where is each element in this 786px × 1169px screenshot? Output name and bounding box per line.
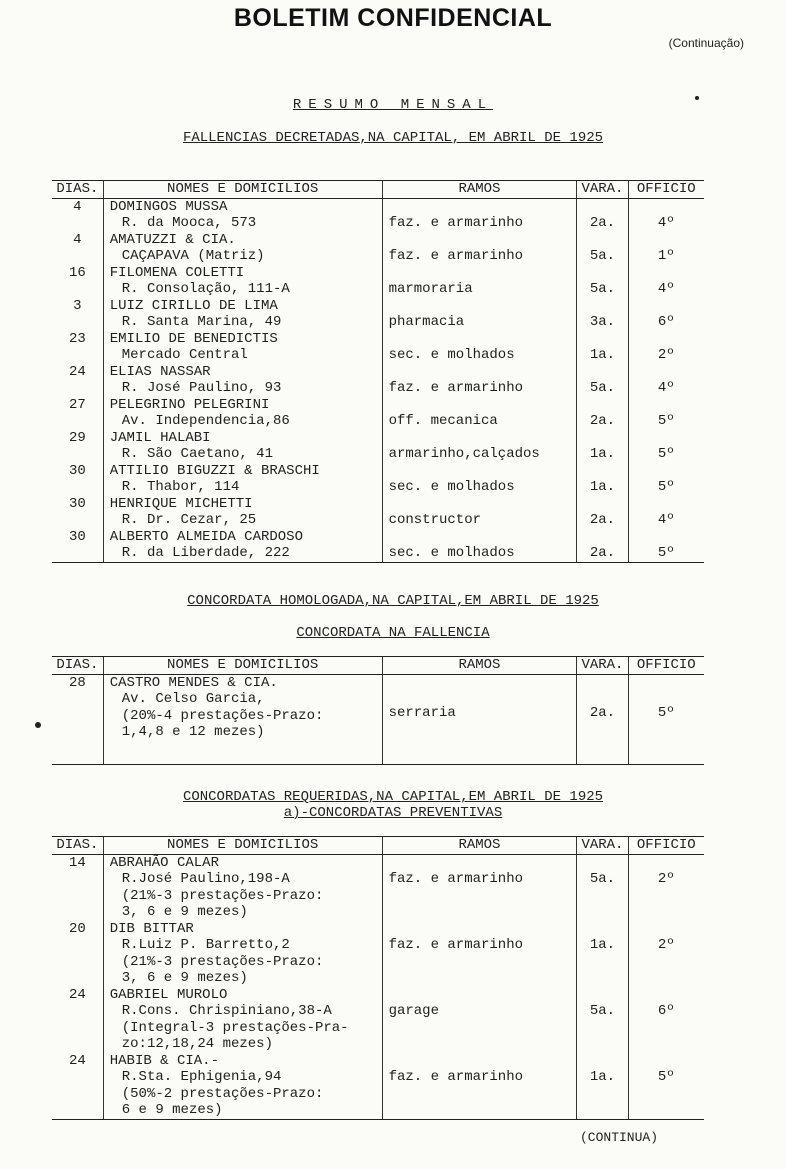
company-name: PELEGRINO PELEGRINI [109, 396, 270, 413]
table-row [52, 265, 704, 298]
cell-ramo: marmoraria [382, 265, 577, 298]
cell-vara: 3a. [577, 298, 628, 331]
col-header-officio: OFFICIO [628, 657, 704, 675]
cell-dia: 4 [73, 231, 82, 248]
company-address: R. José Paulino, 93 [121, 380, 282, 396]
company-address: R. Dr. Cezar, 25 [121, 512, 257, 528]
cell-vara: 1a. [577, 463, 628, 496]
cell-ramo: faz. e armarinho [382, 921, 577, 987]
cell-vara: 1a. [577, 921, 628, 987]
cell-ramo: pharmacia [382, 298, 577, 331]
cell-nome-domicilio [103, 1053, 382, 1120]
col-header-dias: DIAS. [52, 837, 103, 855]
cell-vara: 5a. [577, 265, 628, 298]
col-header-nomes: NOMES E DOMICILIOS [103, 837, 382, 855]
table-row [52, 921, 704, 987]
cell-nome-domicilio [103, 198, 382, 232]
cell-officio: 2º [628, 331, 704, 364]
cell-dia: 14 [68, 854, 86, 871]
page-title: BOLETIM CONFIDENCIAL [233, 4, 553, 32]
col-header-vara: VARA. [577, 181, 628, 199]
table-row [52, 430, 704, 463]
section-subheading: FALLENCIAS DECRETADAS,NA CAPITAL, EM ABRIL DE 1925 [182, 130, 604, 146]
cell-vara: 1a. [577, 430, 628, 463]
cell-dia: 24 [68, 986, 86, 1003]
col-header-dias: DIAS. [52, 181, 103, 199]
table-row [52, 496, 704, 529]
company-address: R. Consolação, 111-A [121, 281, 290, 297]
company-address: R. São Caetano, 41 [121, 446, 273, 462]
cell-officio: 5º [628, 674, 704, 764]
concordata-terms-cont: 6 e 9 mezes) [121, 1102, 223, 1118]
col-header-dias: DIAS. [52, 657, 103, 675]
cell-nome-domicilio [103, 364, 382, 397]
cell-dia: 29 [68, 429, 86, 446]
table-row [52, 1053, 704, 1120]
company-name: ALBERTO ALMEIDA CARDOSO [109, 528, 303, 545]
cell-vara: 1a. [577, 1053, 628, 1120]
cell-officio: 6º [628, 298, 704, 331]
concordata-terms: (50%-2 prestações-Prazo: [121, 1085, 324, 1102]
company-name: GABRIEL MUROLO [109, 986, 228, 1003]
cell-dia: 30 [68, 462, 86, 479]
table-header-row [52, 657, 704, 675]
company-name: LUIZ CIRILLO DE LIMA [109, 297, 278, 314]
company-name: HABIB & CIA.- [109, 1052, 219, 1069]
cell-dia: 30 [68, 495, 86, 512]
company-address: R. da Liberdade, 222 [121, 545, 290, 561]
col-header-ramos: RAMOS [382, 657, 577, 675]
cell-officio: 4º [628, 364, 704, 397]
cell-officio: 5º [628, 397, 704, 430]
cell-officio: 6º [628, 987, 704, 1053]
col-header-officio: OFFICIO [628, 837, 704, 855]
cell-officio: 4º [628, 265, 704, 298]
cell-nome-domicilio [103, 496, 382, 529]
continua-note: (CONTINUA) [580, 1130, 659, 1145]
cell-dia: 16 [68, 264, 86, 281]
cell-vara: 2a. [577, 674, 628, 764]
cell-dia: 27 [68, 396, 86, 413]
cell-officio: 5º [628, 1053, 704, 1120]
company-name: DIB BITTAR [109, 920, 194, 937]
table-row [52, 529, 704, 563]
company-name: DOMINGOS MUSSA [109, 198, 228, 215]
cell-vara: 5a. [577, 364, 628, 397]
concordata-terms: (21%-3 prestações-Prazo: [121, 953, 324, 970]
table-header-row [52, 181, 704, 199]
company-name: CASTRO MENDES & CIA. [109, 674, 278, 691]
table-row [52, 232, 704, 265]
section-heading: RESUMO MENSAL [292, 97, 494, 113]
cell-nome-domicilio [103, 232, 382, 265]
company-address: R. Thabor, 114 [121, 479, 240, 495]
cell-vara: 5a. [577, 987, 628, 1053]
cell-nome-domicilio [103, 921, 382, 987]
table-row [52, 674, 704, 764]
table-row [52, 987, 704, 1053]
company-address: Av. Celso Garcia, [121, 691, 265, 707]
cell-nome-domicilio [103, 529, 382, 563]
cell-dia: 3 [73, 297, 82, 314]
col-header-nomes: NOMES E DOMICILIOS [103, 657, 382, 675]
col-header-vara: VARA. [577, 657, 628, 675]
cell-vara: 5a. [577, 232, 628, 265]
section-subheading: a)-CONCORDATAS PREVENTIVAS [283, 805, 503, 821]
cell-vara: 2a. [577, 529, 628, 563]
concordata-terms: (20%-4 prestações-Prazo: [121, 707, 324, 724]
cell-nome-domicilio [103, 463, 382, 496]
col-header-vara: VARA. [577, 837, 628, 855]
cell-ramo: sec. e molhados [382, 529, 577, 563]
cell-ramo: armarinho,calçados [382, 430, 577, 463]
cell-vara: 2a. [577, 397, 628, 430]
table-row [52, 854, 704, 921]
cell-officio: 5º [628, 463, 704, 496]
col-header-nomes: NOMES E DOMICILIOS [103, 181, 382, 199]
cell-ramo: faz. e armarinho [382, 198, 577, 232]
concordata-homologada-table [52, 656, 704, 765]
cell-vara: 2a. [577, 496, 628, 529]
company-name: AMATUZZI & CIA. [109, 231, 236, 248]
concordata-terms: (Integral-3 prestações-Pra- [121, 1019, 349, 1036]
cell-dia: 23 [68, 330, 86, 347]
section-heading: CONCORDATA HOMOLOGADA,NA CAPITAL,EM ABRIL DE 1925 [187, 593, 599, 609]
company-address: R.Cons. Chrispiniano,38-A [121, 1003, 332, 1019]
cell-ramo: faz. e armarinho [382, 1053, 577, 1120]
table-row [52, 364, 704, 397]
cell-vara: 5a. [577, 854, 628, 921]
cell-officio: 4º [628, 496, 704, 529]
company-address: Mercado Central [121, 347, 248, 363]
cell-ramo: sec. e molhados [382, 331, 577, 364]
company-name: EMILIO DE BENEDICTIS [109, 330, 278, 347]
company-name: HENRIQUE MICHETTI [109, 495, 253, 512]
company-name: ELIAS NASSAR [109, 363, 211, 380]
cell-vara: 2a. [577, 198, 628, 232]
cell-nome-domicilio [103, 265, 382, 298]
col-header-ramos: RAMOS [382, 837, 577, 855]
scan-speck [695, 96, 699, 100]
cell-officio: 2º [628, 921, 704, 987]
company-address: R.José Paulino,198-A [121, 871, 290, 887]
cell-vara: 1a. [577, 331, 628, 364]
cell-officio: 5º [628, 529, 704, 563]
cell-dia: 30 [52, 529, 103, 563]
company-name: ABRAHÃO CALAR [109, 854, 219, 871]
cell-nome-domicilio [103, 854, 382, 921]
cell-ramo: faz. e armarinho [382, 364, 577, 397]
cell-nome-domicilio [103, 331, 382, 364]
company-address: R.Sta. Ephigenia,94 [121, 1069, 282, 1085]
table-row [52, 463, 704, 496]
cell-officio: 1º [628, 232, 704, 265]
continuation-note: (Continuação) [668, 36, 744, 50]
table-row [52, 198, 704, 232]
company-address: Av. Independencia,86 [121, 413, 290, 429]
table-row [52, 298, 704, 331]
cell-dia: 20 [68, 920, 86, 937]
cell-nome-domicilio [103, 430, 382, 463]
company-address: R. da Mooca, 573 [121, 215, 257, 231]
concordata-terms: (21%-3 prestações-Prazo: [121, 887, 324, 904]
scan-speck [35, 722, 41, 728]
cell-nome-domicilio [103, 397, 382, 430]
cell-ramo: sec. e molhados [382, 463, 577, 496]
cell-nome-domicilio [103, 674, 382, 764]
col-header-ramos: RAMOS [382, 181, 577, 199]
concordata-terms-cont: 1,4,8 e 12 mezes) [121, 724, 265, 740]
table-header-row [52, 837, 704, 855]
cell-dia: 4 [73, 198, 82, 215]
cell-ramo: faz. e armarinho [382, 232, 577, 265]
concordata-terms-cont: 3, 6 e 9 mezes) [121, 970, 248, 986]
cell-ramo: garage [382, 987, 577, 1053]
cell-nome-domicilio [103, 987, 382, 1053]
concordatas-requeridas-table [52, 836, 704, 1120]
company-name: ATTILIO BIGUZZI & BRASCHI [109, 462, 320, 479]
section-heading: CONCORDATAS REQUERIDAS,NA CAPITAL,EM ABRIL DE 1925 [182, 789, 604, 805]
cell-ramo: off. mecanica [382, 397, 577, 430]
cell-officio: 2º [628, 854, 704, 921]
concordata-terms-cont: zo:12,18,24 mezes) [121, 1036, 273, 1052]
cell-nome-domicilio [103, 298, 382, 331]
cell-officio: 5º [628, 430, 704, 463]
company-name: JAMIL HALABI [109, 429, 211, 446]
company-address: R.Luiz P. Barretto,2 [121, 937, 290, 953]
cell-ramo: faz. e armarinho [382, 854, 577, 921]
section-subheading: CONCORDATA NA FALLENCIA [296, 625, 490, 641]
cell-ramo: constructor [382, 496, 577, 529]
cell-ramo: serraria [382, 674, 577, 764]
table-row [52, 331, 704, 364]
cell-officio: 4º [628, 198, 704, 232]
company-address: CAÇAPAVA (Matriz) [121, 248, 265, 264]
company-name: FILOMENA COLETTI [109, 264, 245, 281]
company-address: R. Santa Marina, 49 [121, 314, 282, 330]
col-header-officio: OFFICIO [628, 181, 704, 199]
cell-dia: 24 [68, 363, 86, 380]
table-row [52, 397, 704, 430]
fallencias-table [52, 180, 704, 563]
concordata-terms-cont: 3, 6 e 9 mezes) [121, 904, 248, 920]
cell-dia: 24 [52, 1053, 103, 1120]
cell-dia: 28 [52, 674, 103, 764]
